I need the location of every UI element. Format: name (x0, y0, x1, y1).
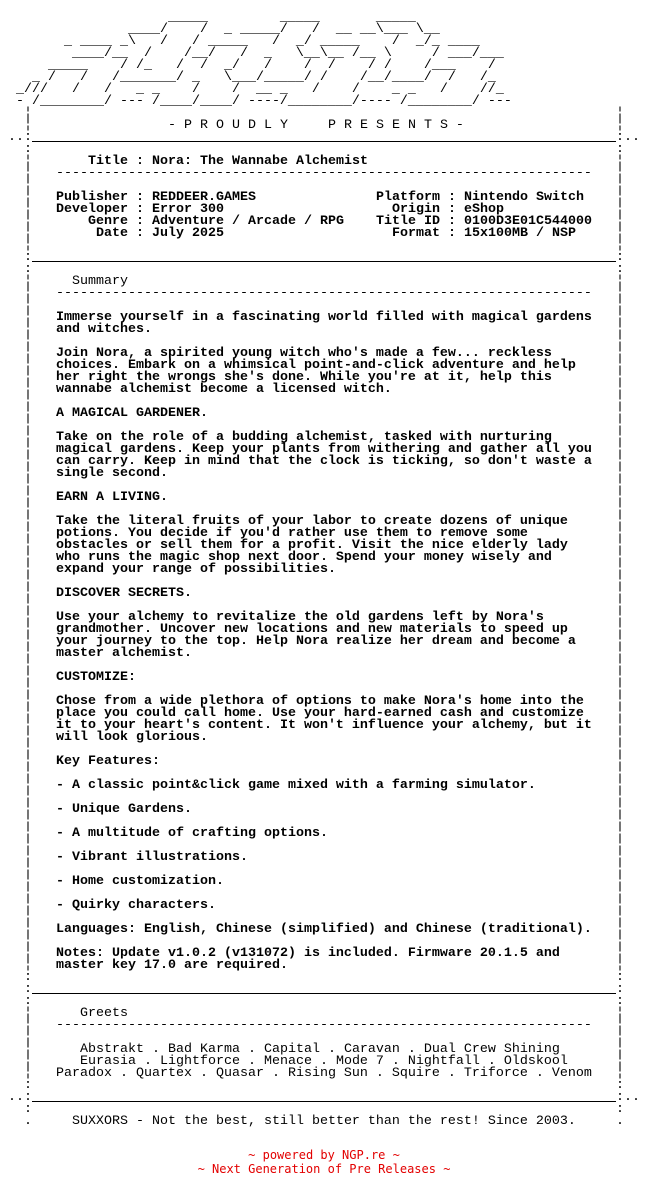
right-border: ¦ (616, 898, 624, 913)
platform-value: Nintendo Switch (464, 190, 584, 205)
left-border: : (24, 982, 32, 997)
right-border: ¦ (616, 538, 624, 553)
right-border: ¦ (616, 634, 624, 649)
paragraph-line: who runs the magic shop next door. Spend your money wisely and (56, 550, 552, 565)
left-border: ¦ (24, 550, 32, 565)
left-border: ¦ (24, 850, 32, 865)
left-border: ¦ (24, 646, 32, 661)
left-border: ¦ (24, 310, 32, 325)
paragraph-line: choices. Embark on a whimsical point-and-click adventure and help (56, 358, 576, 373)
left-border: ¦ (24, 1018, 32, 1033)
feature-item: - Quirky characters. (56, 898, 216, 913)
feature-item: - Home customization. (56, 874, 224, 889)
left-border: ¦ (24, 886, 32, 901)
right-border: ¦ (616, 826, 624, 841)
left-border: ¦ (24, 730, 32, 745)
paragraph-line: master alchemist. (56, 646, 192, 661)
left-border: ¦ (24, 742, 32, 757)
paragraph-line: your journey to the top. Help Nora realize her dream and become a (56, 634, 576, 649)
left-border: ¦ (24, 382, 32, 397)
left-border: ¦ (24, 610, 32, 625)
left-border: ¦ (24, 286, 32, 301)
left-border: ¦ (24, 634, 32, 649)
left-border: ¦ (24, 442, 32, 457)
right-border: : (616, 994, 624, 1009)
summary-dashes: ------------------------------------------------------------------- (56, 286, 592, 301)
right-border: ¦ (616, 190, 624, 205)
notes-line: master key 17.0 are required. (56, 958, 288, 973)
right-border: ¦ (616, 586, 624, 601)
colon: : (448, 226, 456, 241)
left-border: ¦ (24, 682, 32, 697)
paragraph-line: obstacles or sell them for a profit. Visit the nice elderly lady (56, 538, 568, 553)
left-border: ¦ (24, 538, 32, 553)
paragraph-line: Join Nora, a spirited young witch who's made a few... reckless (56, 346, 552, 361)
colon: : (136, 190, 144, 205)
right-border: ¦ (616, 286, 624, 301)
left-border: ¦ (24, 874, 32, 889)
right-border: ¦ (616, 406, 624, 421)
left-border: ¦ (24, 562, 32, 577)
left-border: ¦ (24, 826, 32, 841)
colon: : (136, 202, 144, 217)
left-border: ¦ (24, 394, 32, 409)
languages-line: Languages: English, Chinese (simplified) and Chinese (traditional). (56, 922, 592, 937)
paragraph-line: wannabe alchemist become a licensed witch. (56, 382, 392, 397)
left-border: ¦ (24, 478, 32, 493)
left-border: ¦ (24, 118, 32, 133)
date-value: July 2025 (152, 226, 224, 241)
right-border: ¦ (616, 478, 624, 493)
logo-line: ____/ / _ _____/ / __ __\___ \__ (0, 22, 440, 37)
right-border: ¦ (616, 466, 624, 481)
publisher-value: REDDEER.GAMES (152, 190, 256, 205)
right-border: ¦ (616, 874, 624, 889)
group-tagline: SUXXORS - Not the best, still better than the rest! Since 2003. (72, 1114, 576, 1129)
left-border: ¦ (24, 1006, 32, 1021)
feature-item: - Vibrant illustrations. (56, 850, 248, 865)
left-border: ¦ (24, 958, 32, 973)
right-border: ¦ (616, 850, 624, 865)
right-border: ¦ (616, 274, 624, 289)
right-border: ¦ (616, 118, 624, 133)
left-border: ¦ (24, 370, 32, 385)
left-border: : (24, 994, 32, 1009)
paragraph-line: expand your range of possibilities. (56, 562, 336, 577)
left-border: ¦ (24, 946, 32, 961)
left-border: ¦ (24, 1066, 32, 1081)
right-border: ¦ (616, 334, 624, 349)
right-border: ¦ (616, 358, 624, 373)
right-border: ¦ (616, 238, 624, 253)
title-colon: : (136, 154, 144, 169)
right-border: ¦ (616, 1006, 624, 1021)
paragraph-line: magical gardens. Keep your plants from withering and gather all you (56, 442, 592, 457)
paragraph-line: potions. You decide if you'd rather use them to remove some (56, 526, 528, 541)
genre-value: Adventure / Arcade / RPG (152, 214, 344, 229)
left-border: ¦ (24, 214, 32, 229)
right-border: : (616, 262, 624, 277)
paragraph-line: and witches. (56, 322, 152, 337)
divider-summary (32, 993, 616, 994)
right-border: ¦ (616, 910, 624, 925)
colon: : (136, 226, 144, 241)
divider-greets (32, 1101, 616, 1102)
left-border: ¦ (24, 490, 32, 505)
left-border: ¦ (24, 1030, 32, 1045)
left-border: ¦ (24, 358, 32, 373)
right-border: : (616, 1090, 624, 1105)
left-border: ¦ (24, 922, 32, 937)
left-border: ¦ (24, 238, 32, 253)
left-border: ¦ (24, 166, 32, 181)
right-border: ¦ (616, 322, 624, 337)
paragraph-line: Use your alchemy to revitalize the old gardens left by Nora's (56, 610, 544, 625)
right-border: ¦ (616, 214, 624, 229)
left-border: ¦ (24, 706, 32, 721)
left-border: ¦ (24, 622, 32, 637)
right-border: : (616, 982, 624, 997)
title-value: Nora: The Wannabe Alchemist (152, 154, 368, 169)
greets-line: Eurasia . Lightforce . Menace . Mode 7 . Nightfall . Oldskool (80, 1054, 568, 1069)
right-border: ¦ (616, 310, 624, 325)
colon: : (136, 214, 144, 229)
right-border: : (616, 1078, 624, 1093)
right-border: ¦ (616, 418, 624, 433)
title-label: Title (88, 154, 128, 169)
left-border: : (24, 1078, 32, 1093)
left-border: ¦ (24, 322, 32, 337)
right-border: ¦ (616, 154, 624, 169)
right-border: ¦ (616, 514, 624, 529)
right-border: ¦ (616, 934, 624, 949)
right-border: ¦ (616, 730, 624, 745)
left-border: : (24, 1090, 32, 1105)
paragraph-line: grandmother. Uncover new locations and new materials to speed up (56, 622, 568, 637)
right-border: ¦ (616, 526, 624, 541)
left-border: ¦ (24, 154, 32, 169)
paragraph-line: Take the literal fruits of your labor to create dozens of unique (56, 514, 568, 529)
section-heading: CUSTOMIZE: (56, 670, 136, 685)
right-border: ¦ (616, 814, 624, 829)
developer-label: Developer (56, 202, 128, 217)
left-border: ¦ (24, 718, 32, 733)
platform-label: Platform (376, 190, 440, 205)
left-border: ¦ (24, 454, 32, 469)
left-border: : (24, 142, 32, 157)
right-border: ¦ (616, 106, 624, 121)
right-border: ¦ (616, 598, 624, 613)
divider-top (32, 141, 616, 142)
right-border: ¦ (616, 646, 624, 661)
left-border: ¦ (24, 814, 32, 829)
left-border: ¦ (24, 526, 32, 541)
right-border: ¦ (616, 622, 624, 637)
right-border: : (616, 250, 624, 265)
paragraph-line: will look glorious. (56, 730, 208, 745)
left-border: ¦ (24, 1042, 32, 1057)
right-border: ¦ (616, 382, 624, 397)
left-border: : (24, 1102, 32, 1117)
origin-label: Origin (392, 202, 440, 217)
left-border: : (24, 250, 32, 265)
colon: : (448, 190, 456, 205)
paragraph-line: her right the wrongs she's done. While you're at it, help this (56, 370, 552, 385)
paragraph-line: Immerse yourself in a fascinating world filled with magical gardens (56, 310, 592, 325)
right-border: ¦ (616, 694, 624, 709)
paragraph-line: Take on the role of a budding alchemist, tasked with nurturing (56, 430, 552, 445)
right-border: ¦ (616, 574, 624, 589)
border-dots: .. (8, 1090, 24, 1105)
left-border: ¦ (24, 658, 32, 673)
left-border: ¦ (24, 862, 32, 877)
right-border: ¦ (616, 370, 624, 385)
paragraph-line: can carry. Keep in mind that the clock is ticking, so don't waste a (56, 454, 592, 469)
left-border: ¦ (24, 598, 32, 613)
right-border: ¦ (616, 718, 624, 733)
right-border: ¦ (616, 706, 624, 721)
feature-item: - Unique Gardens. (56, 802, 192, 817)
right-border: ¦ (616, 922, 624, 937)
greets-dashes: ------------------------------------------------------------------- (56, 1018, 592, 1033)
left-border: ¦ (24, 178, 32, 193)
right-border: ¦ (616, 346, 624, 361)
section-heading: A MAGICAL GARDENER. (56, 406, 208, 421)
right-border: ¦ (616, 394, 624, 409)
left-border: ¦ (24, 694, 32, 709)
right-border: ¦ (616, 178, 624, 193)
right-border: : (616, 970, 624, 985)
format-label: Format (392, 226, 440, 241)
title-id-label: Title ID (376, 214, 440, 229)
right-border: ¦ (616, 886, 624, 901)
border-dots: .. (8, 130, 24, 145)
right-border: ¦ (616, 550, 624, 565)
greets-line: Paradox . Quartex . Quasar . Rising Sun . Squire . Triforce . Venom (56, 1066, 592, 1081)
left-border: ¦ (24, 106, 32, 121)
left-border: ¦ (24, 298, 32, 313)
right-border: ¦ (616, 862, 624, 877)
right-border: ¦ (616, 1018, 624, 1033)
logo-line: _ / / /_______/ _ \___/_____/ / /__/____/ / /_ (0, 70, 496, 85)
left-border: ¦ (24, 802, 32, 817)
right-border: ¦ (616, 1054, 624, 1069)
right-border: : (616, 1102, 624, 1117)
right-border: : (616, 142, 624, 157)
right-border: ¦ (616, 454, 624, 469)
left-border: ¦ (24, 670, 32, 685)
colon: : (448, 202, 456, 217)
paragraph-line: Chose from a wide plethora of options to make Nora's home into the (56, 694, 584, 709)
left-border: ¦ (24, 466, 32, 481)
right-border: ¦ (616, 766, 624, 781)
left-border: ¦ (24, 418, 32, 433)
logo-line: _____ / /_ / / _/ / / / / / /___ / (0, 58, 496, 73)
summary-heading: Summary (72, 274, 128, 289)
left-border: ¦ (24, 226, 32, 241)
right-border: ¦ (616, 802, 624, 817)
right-border: ¦ (616, 610, 624, 625)
date-label: Date (96, 226, 128, 241)
border-dots: .. (624, 130, 640, 145)
left-border: ¦ (24, 574, 32, 589)
features-heading: Key Features: (56, 754, 160, 769)
genre-label: Genre (88, 214, 128, 229)
left-border: ¦ (24, 778, 32, 793)
left-border: ¦ (24, 838, 32, 853)
left-border: ¦ (24, 406, 32, 421)
title-dashes: ------------------------------------------------------------------- (56, 166, 592, 181)
right-border: ¦ (616, 682, 624, 697)
right-border: ¦ (616, 490, 624, 505)
right-border: ¦ (616, 502, 624, 517)
right-border: . (616, 1114, 624, 1129)
right-border: ¦ (616, 658, 624, 673)
left-border: ¦ (24, 766, 32, 781)
logo-line: - /________/ --- /____/____/ ----/________/---- /________/ --- (0, 94, 512, 109)
left-border: : (24, 262, 32, 277)
paragraph-line: single second. (56, 466, 168, 481)
next-generation-tagline: ~ Next Generation of Pre Releases ~ (197, 1162, 451, 1176)
section-heading: DISCOVER SECRETS. (56, 586, 192, 601)
left-border: : (24, 970, 32, 985)
right-border: ¦ (616, 790, 624, 805)
right-border: ¦ (616, 202, 624, 217)
left-border: ¦ (24, 754, 32, 769)
left-border: ¦ (24, 910, 32, 925)
left-border: ¦ (24, 190, 32, 205)
left-border: ¦ (24, 586, 32, 601)
title-id-value: 0100D3E01C544000 (464, 214, 592, 229)
left-border: ¦ (24, 334, 32, 349)
publisher-label: Publisher (56, 190, 128, 205)
right-border: ¦ (616, 1030, 624, 1045)
right-border: ¦ (616, 442, 624, 457)
right-border: ¦ (616, 778, 624, 793)
logo-line: ____/__ / /__/ / _ \__\__ /__ \ / ___/___ (0, 46, 504, 61)
developer-value: Error 300 (152, 202, 224, 217)
presents-banner: - P R O U D L Y P R E S E N T S - (168, 118, 464, 133)
divider-info (32, 261, 616, 262)
left-border: ¦ (24, 274, 32, 289)
right-border: ¦ (616, 754, 624, 769)
left-border: : (24, 130, 32, 145)
right-border: ¦ (616, 298, 624, 313)
logo-line: _/// / / _ _ / / __ _ / / _ _ / //_ (0, 82, 504, 97)
right-border: ¦ (616, 562, 624, 577)
right-border: ¦ (616, 430, 624, 445)
paragraph-line: place you could call home. Use your hard-earned cash and customize (56, 706, 584, 721)
left-border: ¦ (24, 898, 32, 913)
right-border: : (616, 130, 624, 145)
left-border: ¦ (24, 934, 32, 949)
origin-value: eShop (464, 202, 504, 217)
logo-line: _ ____ _\ / / _____ / _/ _____ / _/_ ____ (0, 34, 480, 49)
feature-item: - A multitude of crafting options. (56, 826, 328, 841)
left-border: ¦ (24, 514, 32, 529)
section-heading: EARN A LIVING. (56, 490, 168, 505)
feature-item: - A classic point&click game mixed with a farming simulator. (56, 778, 536, 793)
logo-line: _____ _____ _____ (0, 10, 416, 25)
right-border: ¦ (616, 670, 624, 685)
left-border: ¦ (24, 1054, 32, 1069)
format-value: 15x100MB / NSP (464, 226, 576, 241)
right-border: ¦ (616, 226, 624, 241)
colon: : (448, 214, 456, 229)
right-border: ¦ (616, 838, 624, 853)
border-dots: .. (624, 1090, 640, 1105)
right-border: ¦ (616, 1042, 624, 1057)
right-border: ¦ (616, 1066, 624, 1081)
powered-by-link[interactable]: ~ powered by NGP.re ~ (248, 1148, 400, 1162)
right-border: ¦ (616, 958, 624, 973)
left-border: ¦ (24, 790, 32, 805)
paragraph-line: it to your heart's content. It won't influence your alchemy, but it (56, 718, 592, 733)
left-border: ¦ (24, 430, 32, 445)
left-border: ¦ (24, 346, 32, 361)
greets-heading: Greets (80, 1006, 128, 1021)
left-border: . (24, 1114, 32, 1129)
greets-line: Abstrakt . Bad Karma . Capital . Caravan . Dual Crew Shining (80, 1042, 560, 1057)
notes-line: Notes: Update v1.0.2 (v131072) is included. Firmware 20.1.5 and (56, 946, 560, 961)
right-border: ¦ (616, 742, 624, 757)
right-border: ¦ (616, 946, 624, 961)
left-border: ¦ (24, 202, 32, 217)
left-border: ¦ (24, 502, 32, 517)
right-border: ¦ (616, 166, 624, 181)
